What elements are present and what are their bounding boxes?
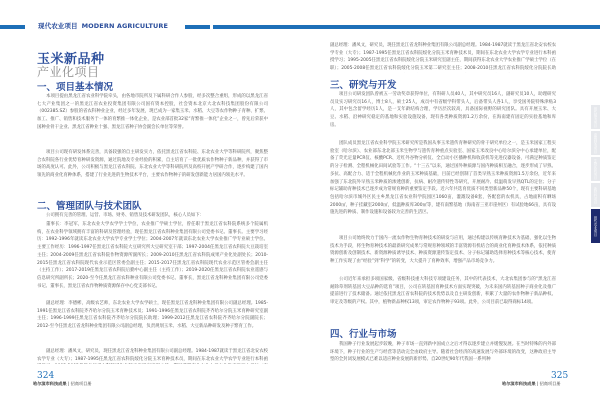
- header-label-en: MODERN AGRICULTURE: [81, 22, 169, 30]
- paragraph: 项目公司研发团队曾被五一劳动奖章获得单位，有科研人员40人，其中研究员16人，副研究员10人，助理研究员及实习研究员16人，博士8人，硕士25人，成员中有省级学科带头人，后备带头人各1人，享受国务院特殊津贴3人，其中包含留学经历1人，是一支年龄结构合理，学历层次较高，具备国际视野的研究团队。具有开展玉米、大豆、水稻、沿神研究稳定的基地和实验设施设备，现有各类种质资源1.2万余份，在海南建有固定的实验基地和库房。: [330, 92, 556, 128]
- paragraph: 公司拥有完善的管理、运营、市场、财务、销售及技术研发团队，核心人员如下：: [46, 213, 205, 218]
- thumb-tab[interactable]: [591, 157, 600, 181]
- header-section-label: [38, 21, 168, 30]
- paragraph: 副总经理：李德彬，高级农艺师，东北农业大学农学硕士，现任黑龙江省龙科种业集团有限公司副总经理。1985-1991任黑龙江省农科院齐齐哈尔分院玉米育种技术员；1991-1996任黑龙江省农科院齐齐哈尔分院玉米育种研究室副主任；1996-1999任黑龙江省农科院齐齐哈尔分院院长助理；1999-2012任黑龙江省农科院齐齐哈尔分院副院长；2012-至今任黑龙江省龙科种业集团有限公司副总经理，负责规划玉米、水稻、大豆新品种研发及种子繁育工作。: [37, 301, 268, 330]
- header-accent-bar: [300, 25, 600, 29]
- paragraph-continued: [330, 42, 556, 73]
- thumb-tab-active[interactable]: [591, 209, 600, 243]
- thumb-tab[interactable]: [591, 183, 600, 207]
- thumb-tab-label: 新材料项目: [593, 186, 597, 204]
- paragraph: 董事长：李冠军，东北农业大学农学学士学位，农业推广学硕士学位，曾任职于黑龙江省农科院系统多个院属机构，在农业科学领域拥有丰富的科研及管理经验，现任黑龙江省农科种业集团有限公司党委书记、董事长。主要学习经历：1992-1996年就读东北农业大学农学专业学士学位；2004-2007年就读东北农业大学农业推广学专业硕士学位。主要工作经历：1996-1997任黑龙江省农科院大豆研究所大豆研究室干部；1997-2004任黑龙江省农科院大豆栽培室主任；2004-2009任黑龙江省农科院作物资源所副所长；2009-2010任黑龙江省农科院成果产业化处副处长；2010-2015任黑龙江省农科院现代农业示范区管委会副主任；2015-2017任黑龙江省农科院现代农业示范区管委会副主任（主持工作）；2017-2019任黑龙江省农科院后勤中心副主任（主持工作）；2019-2020任黑龙江省农科院农业遥感与信息研究所副所长；2020-至今任黑龙江省农科种业有限公司党委书记、董事长，黑龙江省龙科种业集团有限公司党委书记、董事长，黑龙江省农作物种质资源保存中心党支部书记。: [37, 222, 268, 289]
- thumb-tab[interactable]: [591, 105, 600, 129]
- paragraph: 我国种子行业发展起步较晚，种子市场一直到新中国成立之后才得以逐步建立并缓慢发展。在当时特殊的内外部环境下，种子行业的生产与经营等活动完全由政府主导。随着社会经济的高速发展与外部环境的改变，这种政府主导型的全封闭发展模式已难以适应种业发展的新形势。自20世纪90年代我国一系列种: [330, 342, 556, 363]
- section-heading: 一、项目基本情况: [37, 82, 114, 93]
- paragraph: 副总经理：潘凤文，研究员，现任黑龙江省龙科种业集团有限公司副总经理。1984-1987就读于黑龙江省北安农校农学专业（大专）；1987-1995任黑龙江省农科院绥化分院玉米育种技术员，期间在东北农业大学农学专业进行本科函: [37, 349, 268, 362]
- footer-publication-bold: 哈尔滨市科技成果: [33, 381, 67, 386]
- paragraph: 项目公司始终致力于国内一流农作物生物育种技术的研发与应用，通过构建以传统育种技术为基础，强化以生物技术为手段，将生物育种技术的最新研究成果与常规育种领域的丰富资源有机结合的商业化育种技术体系，依托种质资源创新及创制技术、新资源种质诱导技术、种质资源遗传鉴定技术、分子标记辅助选择育种技术等核心技术，使育种工作实现了由“经验”到“科学”的转变，大大提升了育种效率，增强产品市场竞争力。: [330, 236, 556, 265]
- paragraph: 本项目提由黑龙江省农业科学院牵头，由各地市院所及下属科研合作人参股，经多次整合重组，形成的以黑龙江省七大产业集团之一的黑龙江省农业投资集团有限公司国有资本控股，社会资本北京大北农科技集团股份有限公司（002385.SZ）参股的省农科种业企业，经过多年发展，现已成为一家集玉米、水稻、大豆等农作物种子育种、扩繁、加工、推广、销售和技术服务于一体的育繁推一体化企业，是农业部首批32家“育繁推一体化”企业之一，曾先后荣获中国种业骨干企业、黑龙江省种业十强、黑龙江省种子协会副会长单位等荣誉。: [37, 94, 268, 130]
- thumb-tab[interactable]: [591, 131, 600, 155]
- thumb-tab-label: 现代服务项目: [593, 106, 597, 128]
- paragraph: 公司近年来承担多项国家级、省级科技重大科技专项建设任务，其中的代表技术，大北农集团参与的“黑龙江省耐除草剂转基因大豆品种的选育”项目，公司在转基因育种技术方面实现突破，为未来国内转基因种子商业化及推广提前进行了技术储备。通过依托黑龙江省农科院的技术优势以及自主研发创新，积累了大量的农作物种子新品种权、审定及等级的产权。其中，植物新品种权13项，审定农作物种子93项。此外，公司目前已取得商标14项。: [330, 277, 556, 306]
- footer-publication-rest: 招商项目册: [539, 381, 561, 386]
- header-accent-bar: [0, 25, 25, 29]
- page-number: 324: [37, 371, 55, 381]
- footer-publication-rest: 招商项目册: [70, 381, 92, 386]
- section-heading: 三、研究与开发: [330, 80, 397, 91]
- page-footer: 哈尔滨市科技成果 | 招商项目册: [502, 381, 561, 386]
- project-title: 玉米新品种: [37, 52, 105, 67]
- thumb-tab-label: 现代农业项目: [593, 215, 597, 237]
- paragraph-continued-text: 副总经理：潘凤文，研究员，现任黑龙江省龙科种业集团有限公司副总经理。1984-1987就读于黑龙江省北安农校农学专业（大专）；1987-1995任黑龙江省农科院绥化分院玉米育种技术员，期间在东北农业大学农学专业进行本科函授学习；1995-2005任黑龙江省农科院绥化分院玉米研究室副主任，期间获得东北农业大学农业推广学硕士学位（在职）；2005-2008任黑龙江省农科院绥化分院玉米第二研究室主任；2008-2010任黑龙江省农科院绥化分院院长助: [330, 43, 556, 72]
- section-heading: 四、行业与市场: [330, 329, 397, 340]
- header-label-cn: 现代农业项目: [38, 22, 78, 30]
- paragraph: 项目公司现有研发体系完善，具备较强的自主研发实力，依托黑龙江省农科院、东北农业大学等科研院所，聚焦整合农科院各行业优势育种研发资源，通过院地及专业经验的积累，自主培育了一批优质农作物种子新品种，并获得了市场的高度认可。此外，公司积极与黑龙江省农科院、东北农业大学等科研院所及高校开展产学研合作，逐步构建了国内领先的商业化育种体系，搭建了行业先进的生物技术平台，主要农作物种子的研发创新能力居国内领先水平。: [37, 150, 268, 179]
- footer-publication-bold: 哈尔滨市科技成果: [502, 381, 536, 386]
- section-heading: 二、管理团队与技术团队: [37, 201, 142, 212]
- thumb-tab-label: 生物医药项目: [593, 158, 597, 180]
- page-footer: 哈尔滨市科技成果 | 招商项目册: [33, 381, 92, 386]
- header-accent-bar: [213, 25, 300, 29]
- thumb-tab-label: 高端制造项目: [593, 132, 597, 154]
- paragraph: 团队成员黑龙江省农业科学院玉米研究所是我国从事玉米遗传育种研究的骨干研究单位之一，是玉米国家工程实验室（哈尔滨）、农业部东北北部玉米生物学与遗传育种重点实验室、国家玉米改良中心哈尔滨分中心承建单位，配备了荧光定量PCR仪、核酸PCR、近红外谷物分析仪、全自动小区播种机和收获机等先进仪器设备，可满足种质鉴定的分子检测、全程机械化田间试验等工作。“十三五”以来，通过国外种质源与国内种质相互融合，逐步形成了早熟、多抗、高配合力、适于全程机械化作业的玉米种质基础，目前已经创制了首类早熟玉米种质资源1.5万余份，近年来加强了东北院外早熟玉米种质的渗透创新，抗病、耐冷遗传特性等研究，开展耐冷、低温萌发早熟QTL的定位；分子标记辅助育种技术已逐步成为常规育种的重要鉴定手段。近六年共选育优质不同类型新品种50个，现有主要科研基地包括哈尔滨市城外区民主乡黑龙江省农业科学院园区1060亩，灌溉设备8套，各配套的农机具，占地面积有晒场2000㎡，种子挂藏室2000㎡，低温种质库300㎡等，建有南繁基地（海南省三亚市崖州区）有试验地66亩，具有设施先进的种质、制作设施和设备较为完善的生活区。: [330, 141, 556, 216]
- page-number: 325: [551, 371, 569, 381]
- header-accent-bar: [185, 25, 210, 29]
- right-page: [300, 0, 600, 409]
- project-subtitle: 产业化项目: [37, 65, 100, 79]
- section-thumb-tabs: [591, 105, 600, 245]
